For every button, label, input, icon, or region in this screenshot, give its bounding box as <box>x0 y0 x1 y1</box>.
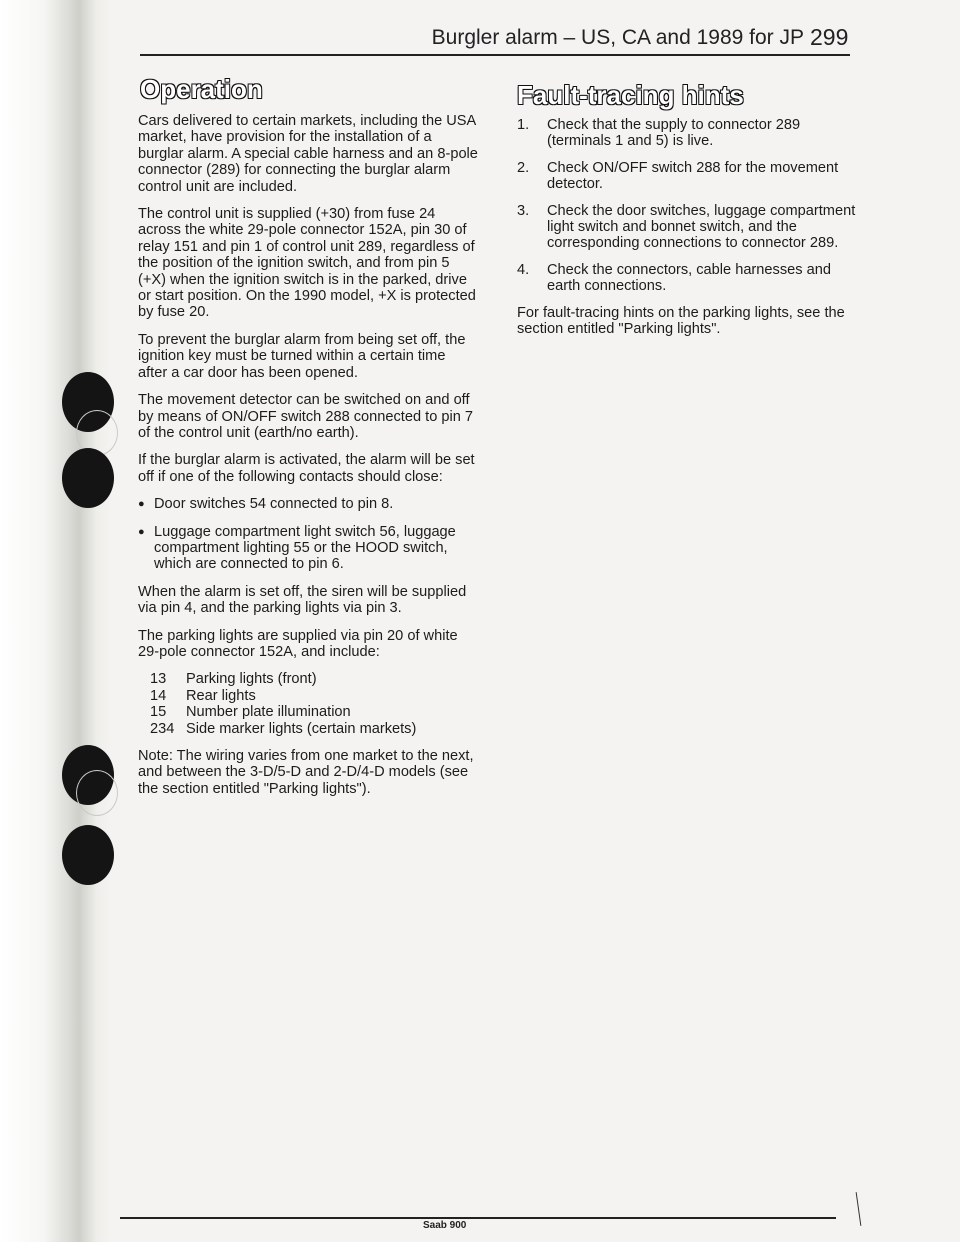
operation-paragraph: If the burglar alarm is activated, the alarm will be set off if one of the following contacts should close: <box>138 452 475 485</box>
fault-tracing-column <box>517 117 859 348</box>
operation-heading: Operation <box>140 74 263 104</box>
fault-step: 4. Check the connectors, cable harnesses and earth connections. <box>517 261 831 295</box>
operation-paragraph: The parking lights are supplied via pin 20 of white 29-pole connector 152A, and include: <box>138 627 458 660</box>
header-rule <box>140 54 850 56</box>
operation-paragraph: The control unit is supplied (+30) from fuse 24 across the white 29-pole connector 152A, pin 30 of relay 151 and pin 1 of control unit 289, regardless of the position of the ignition switch, and from pin 5 (+X) when the ignition switch is in the parked, drive or start position. On the 1990 model, +X is protected by fuse 20. <box>138 206 476 321</box>
page-header-title: Burgler alarm – US, CA and 1989 for JP <box>431 26 804 49</box>
fault-step: 3. Check the door switches, luggage compartment light switch and bonnet switch, and the corresponding connections to connector 289. <box>517 202 856 252</box>
connection-row: 15 Number plate illumination <box>150 704 351 721</box>
footer-rule <box>120 1217 836 1219</box>
connection-row: 234 Side marker lights (certain markets) <box>150 720 417 737</box>
punch-hole <box>62 448 114 508</box>
operation-column <box>138 113 478 808</box>
fault-tracing-heading: Fault-tracing hints <box>517 80 744 110</box>
list-item: ● Luggage compartment light switch 56, luggage compartment lighting 55 or the HOOD switch, which are connected to pin 6. <box>138 523 456 573</box>
footer-text: Saab 900 <box>423 1220 467 1231</box>
connection-row: 14 Rear lights <box>150 687 256 704</box>
operation-paragraph: Cars delivered to certain markets, including the USA market, have provision for the installation of a burglar alarm. A special cable harness and an 8-pole connector (289) for connecting the burglar alarm control unit are included. <box>138 113 478 195</box>
fault-step: 2. Check ON/OFF switch 288 for the movement detector. <box>517 159 839 193</box>
operation-paragraph: To prevent the burglar alarm from being set off, the ignition key must be turned within a certain time after a car door has been opened. <box>138 331 466 381</box>
punch-hole-outline <box>76 770 118 816</box>
punch-hole <box>62 825 114 885</box>
list-item: ● Door switches 54 connected to pin 8. <box>138 496 394 513</box>
operation-paragraph: The movement detector can be switched on and off by means of ON/OFF switch 288 connected to pin 7 of the control unit (earth/no earth). <box>138 392 474 441</box>
connection-list <box>138 671 478 737</box>
bullet-icon: ● <box>138 498 145 511</box>
stray-mark <box>856 1192 862 1226</box>
bullet-icon: ● <box>138 525 145 538</box>
connection-row: 13 Parking lights (front) <box>150 671 317 688</box>
operation-paragraph: When the alarm is set off, the siren will be supplied via pin 4, and the parking lights via pin 3. <box>138 583 467 617</box>
binding-margin <box>0 0 110 1242</box>
operation-note: Note: The wiring varies from one market to the next, and between the 3-D/5-D and 2-D/4-D models (see the section entitled "Parking lights"). <box>138 748 474 797</box>
page-number: 299 <box>810 24 849 50</box>
fault-step: 1. Check that the supply to connector 289 (terminals 1 and 5) is live. <box>517 117 801 150</box>
fault-tracing-closing: For fault-tracing hints on the parking lights, see the section entitled "Parking lights". <box>517 304 845 338</box>
